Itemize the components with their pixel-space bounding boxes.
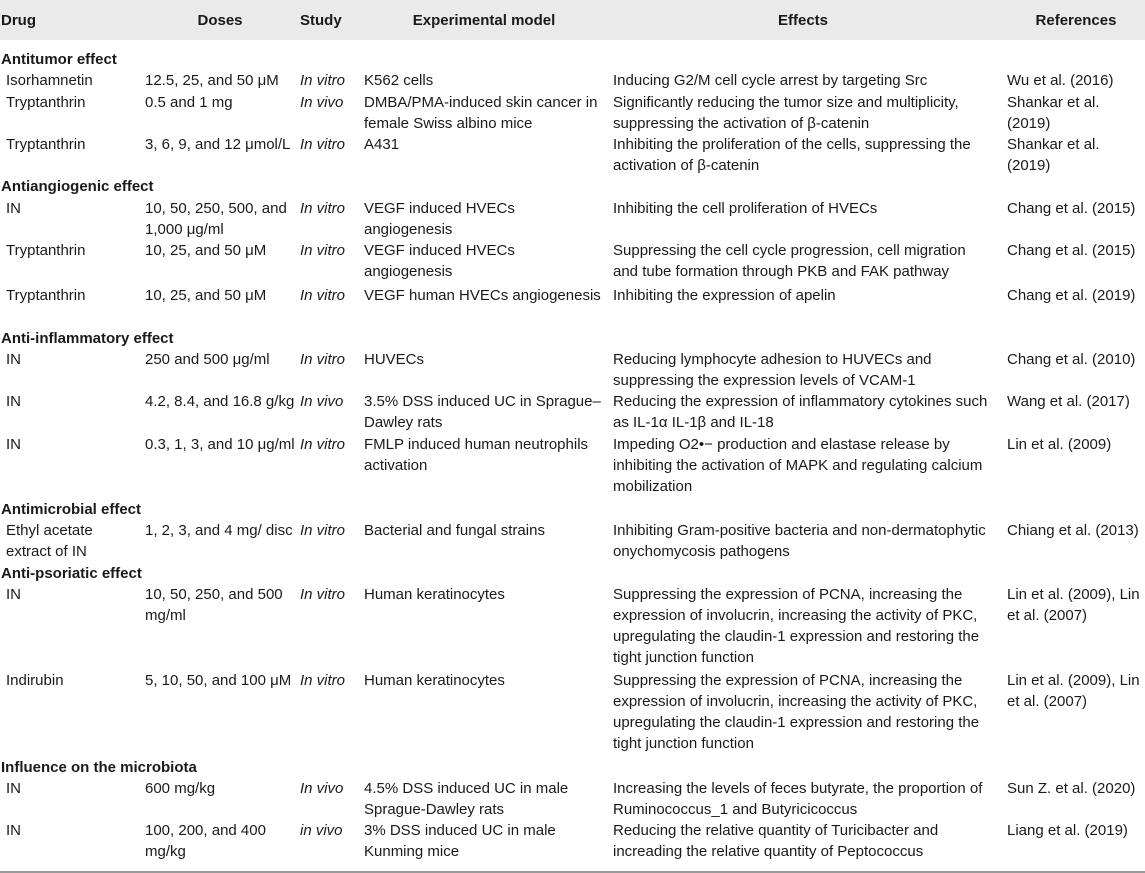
header-references: References: [1035, 12, 1117, 29]
drug-cell: Tryptanthrin: [6, 242, 86, 259]
model-cell: Human keratinocytes: [364, 586, 505, 603]
drug-cell: Indirubin: [6, 672, 64, 689]
model-cell: VEGF induced HVECs angiogenesis: [364, 242, 515, 280]
header-drug: Drug: [1, 12, 36, 29]
doses-cell: 250 and 500 μg/ml: [145, 351, 270, 368]
model-cell: VEGF induced HVECs angiogenesis: [364, 200, 515, 238]
study-cell: In vitro: [300, 200, 346, 217]
reference-cell: Chang et al. (2019): [1007, 287, 1136, 304]
model-cell: 3% DSS induced UC in male Kunming mice: [364, 822, 556, 860]
section-title: Anti-inflammatory effect: [1, 330, 174, 347]
drug-cell: Ethyl acetate extract of IN: [6, 522, 93, 560]
effects-cell: Impeding O2•− production and elastase release by inhibiting the activation of MAPK and regulating calcium mobilization: [613, 436, 983, 495]
header-effects: Effects: [777, 12, 829, 29]
effects-cell: Increasing the levels of feces butyrate, the proportion of Ruminococcus_1 and Butyricicoccus: [613, 780, 983, 818]
doses-cell: 10, 50, 250, and 500 mg/ml: [145, 586, 283, 624]
doses-cell: 1, 2, 3, and 4 mg/ disc: [145, 522, 293, 539]
reference-cell: Chiang et al. (2013): [1007, 522, 1139, 539]
model-cell: DMBA/PMA-induced skin cancer in female Swiss albino mice: [364, 94, 598, 132]
reference-cell: Chang et al. (2010): [1007, 351, 1136, 368]
effects-cell: Inhibiting the proliferation of the cells, suppressing the activation of β-catenin: [613, 136, 971, 174]
model-cell: A431: [364, 136, 400, 153]
drug-cell: Tryptanthrin: [6, 94, 86, 111]
drug-cell: Tryptanthrin: [6, 287, 86, 304]
doses-cell: 4.2, 8.4, and 16.8 g/kg: [145, 393, 295, 410]
effects-cell: Inducing G2/M cell cycle arrest by targeting Src: [613, 72, 928, 89]
doses-cell: 5, 10, 50, and 100 μM: [145, 672, 292, 689]
reference-cell: Chang et al. (2015): [1007, 242, 1136, 259]
doses-cell: 600 mg/kg: [145, 780, 216, 797]
effects-cell: Suppressing the cell cycle progression, cell migration and tube formation through PKB and FAK pathway: [613, 242, 966, 280]
section-title: Anti-psoriatic effect: [1, 565, 142, 582]
section-title: Antiangiogenic effect: [1, 178, 154, 195]
doses-cell: 12.5, 25, and 50 μM: [145, 72, 279, 89]
drug-cell: IN: [6, 351, 21, 368]
table-header: [0, 0, 1145, 40]
header-model: Experimental model: [412, 12, 556, 29]
model-cell: VEGF human HVECs angiogenesis: [364, 287, 601, 304]
model-cell: Bacterial and fungal strains: [364, 522, 545, 539]
doses-cell: 0.5 and 1 mg: [145, 94, 233, 111]
model-cell: FMLP induced human neutrophils activation: [364, 436, 589, 474]
study-cell: In vivo: [300, 780, 344, 797]
drug-cell: IN: [6, 586, 21, 603]
drug-cell: IN: [6, 436, 21, 453]
study-cell: In vitro: [300, 672, 346, 689]
drug-cell: IN: [6, 200, 21, 217]
header-doses: Doses: [197, 12, 243, 29]
model-cell: 4.5% DSS induced UC in male Sprague-Dawley rats: [364, 780, 569, 818]
effects-cell: Significantly reducing the tumor size and multiplicity, suppressing the activation of β-catenin: [613, 94, 959, 132]
drug-cell: Tryptanthrin: [6, 136, 86, 153]
effects-cell: Reducing lymphocyte adhesion to HUVECs and suppressing the expression levels of VCAM-1: [613, 351, 932, 389]
section-title: Influence on the microbiota: [1, 759, 197, 776]
study-cell: In vitro: [300, 436, 346, 453]
model-cell: K562 cells: [364, 72, 434, 89]
header-study: Study: [300, 12, 342, 29]
reference-cell: Liang et al. (2019): [1007, 822, 1128, 839]
study-cell: in vivo: [300, 822, 343, 839]
study-cell: In vitro: [300, 522, 346, 539]
drug-cell: IN: [6, 780, 21, 797]
reference-cell: Wu et al. (2016): [1007, 72, 1114, 89]
model-cell: Human keratinocytes: [364, 672, 505, 689]
effects-cell: Inhibiting Gram-positive bacteria and non-dermatophytic onychomycosis pathogens: [613, 522, 986, 560]
section-title: Antitumor effect: [1, 51, 117, 68]
study-cell: In vitro: [300, 287, 346, 304]
doses-cell: 10, 50, 250, 500, and 1,000 μg/ml: [145, 200, 287, 238]
doses-cell: 10, 25, and 50 μM: [145, 287, 267, 304]
effects-cell: Suppressing the expression of PCNA, increasing the expression of involucrin, increasing the activity of PKC, upregulating the claudin-1 expression and restoring the tight junction function: [613, 672, 980, 752]
effects-cell: Reducing the expression of inflammatory cytokines such as IL-1α IL-1β and IL-18: [613, 393, 988, 431]
model-cell: HUVECs: [364, 351, 425, 368]
effects-cell: Suppressing the expression of PCNA, increasing the expression of involucrin, increasing the activity of PKC, upregulating the claudin-1 expression and restoring the tight junction function: [613, 586, 980, 666]
study-cell: In vitro: [300, 586, 346, 603]
study-cell: In vivo: [300, 393, 344, 410]
drug-cell: IN: [6, 822, 21, 839]
doses-cell: 3, 6, 9, and 12 μmol/L: [145, 136, 291, 153]
reference-cell: Lin et al. (2009), Lin et al. (2007): [1007, 672, 1140, 710]
reference-cell: Shankar et al. (2019): [1007, 94, 1100, 132]
reference-cell: Lin et al. (2009), Lin et al. (2007): [1007, 586, 1140, 624]
reference-cell: Lin et al. (2009): [1007, 436, 1112, 453]
reference-cell: Chang et al. (2015): [1007, 200, 1136, 217]
study-cell: In vitro: [300, 242, 346, 259]
effects-cell: Inhibiting the cell proliferation of HVECs: [613, 200, 878, 217]
effects-cell: Inhibiting the expression of apelin: [613, 287, 836, 304]
effects-cell: Reducing the relative quantity of Turicibacter and increading the relative quantity of Peptococcus: [613, 822, 939, 860]
doses-cell: 100, 200, and 400 mg/kg: [145, 822, 266, 860]
doses-cell: 10, 25, and 50 μM: [145, 242, 267, 259]
drug-cell: Isorhamnetin: [6, 72, 93, 89]
study-cell: In vivo: [300, 94, 344, 111]
reference-cell: Sun Z. et al. (2020): [1007, 780, 1136, 797]
drug-cell: IN: [6, 393, 21, 410]
study-cell: In vitro: [300, 351, 346, 368]
reference-cell: Wang et al. (2017): [1007, 393, 1130, 410]
section-title: Antimicrobial effect: [1, 501, 142, 518]
reference-cell: Shankar et al. (2019): [1007, 136, 1100, 174]
model-cell: 3.5% DSS induced UC in Sprague–Dawley rats: [364, 393, 601, 431]
doses-cell: 0.3, 1, 3, and 10 μg/ml: [145, 436, 295, 453]
study-cell: In vitro: [300, 136, 346, 153]
study-cell: In vitro: [300, 72, 346, 89]
